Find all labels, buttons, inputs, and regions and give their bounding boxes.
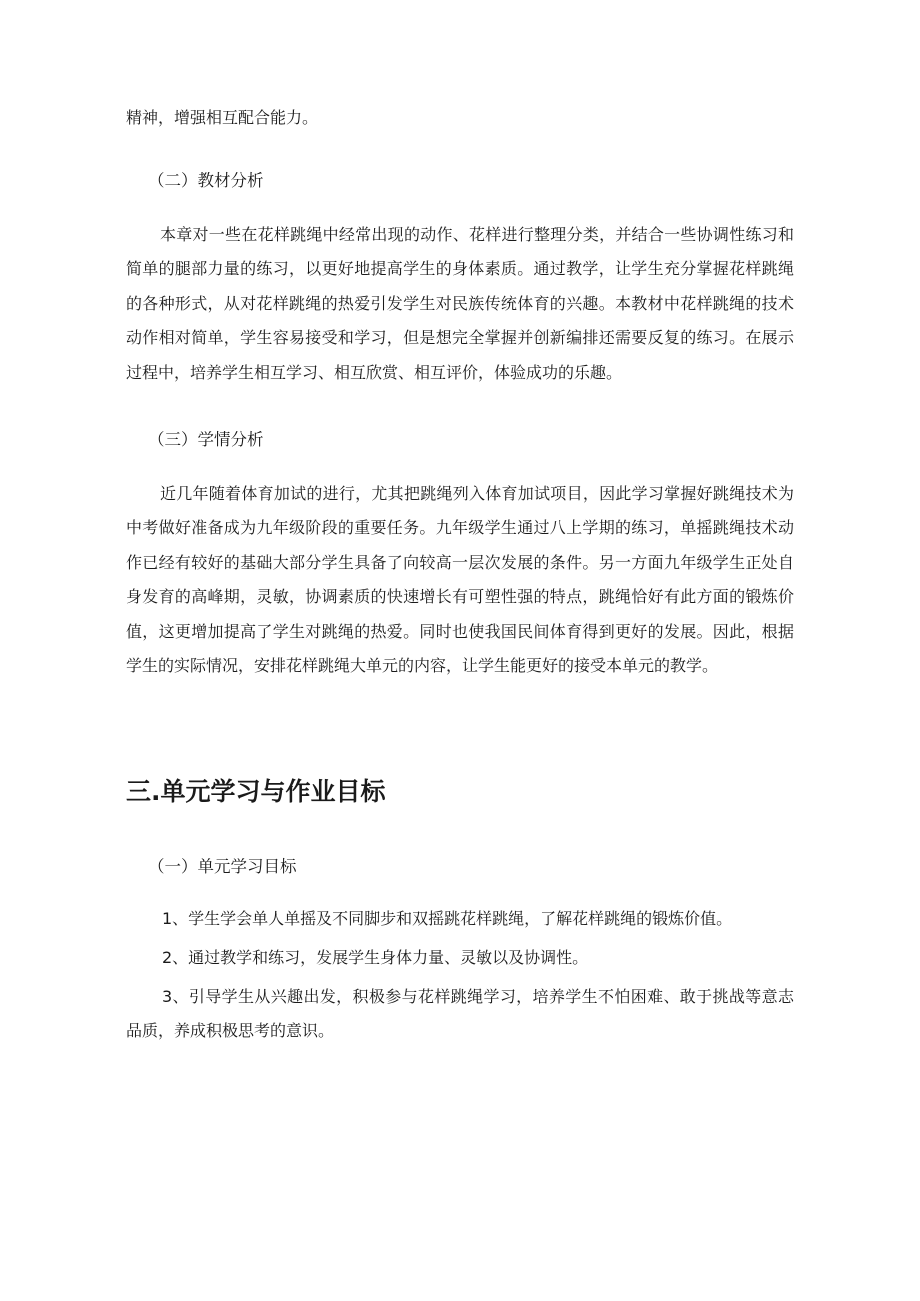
section-heading-unit-goals: （一）单元学习目标 (148, 857, 297, 876)
section-heading-textbook-analysis: （二）教材分析 (148, 171, 264, 190)
section-heading-learner-analysis: （三）学情分析 (148, 430, 264, 449)
textbook-analysis-paragraph: 本章对一些在花样跳绳中经常出现的动作、花样进行整理分类，并结合一些协调性练习和简单的腿部力量的练习，以更好地提高学生的身体素质。通过教学，让学生充分掌握花样跳绳的各种形式，从对花样跳绳的热爱引发学生对民族传统体育的兴趣。本教材中花样跳绳的技术动作相对简单，学生容易接受和学习，但是想完全掌握并创新编排还需要反复的练习。在展示过程中，培养学生相互学习、相互欣赏、相互评价，体验成功的乐趣。 (126, 225, 794, 382)
continuation-paragraph: 精神，增强相互配合能力。 (126, 108, 319, 127)
goal-item-1: 1、学生学会单人单摇及不同脚步和双摇跳花样跳绳，了解花样跳绳的锻炼价值。 (162, 909, 733, 928)
goal-item-2: 2、通过教学和练习，发展学生身体力量、灵敏以及协调性。 (162, 948, 589, 967)
learner-analysis-paragraph: 近几年随着体育加试的进行，尤其把跳绳列入体育加试项目，因此学习掌握好跳绳技术为中考做好准备成为九年级阶段的重要任务。九年级学生通过八上学期的练习，单摇跳绳技术动作已经有较好的基础大部分学生具备了向较高一层次发展的条件。另一方面九年级学生正处自身发育的高峰期，灵敏，协调素质的快速增长有可塑性强的特点，跳绳恰好有此方面的锻炼价值，这更增加提高了学生对跳绳的热爱。同时也使我国民间体育得到更好的发展。因此，根据学生的实际情况，安排花样跳绳大单元的内容，让学生能更好的接受本单元的教学。 (126, 484, 794, 676)
goal-item-3: 3、引导学生从兴趣出发，积极参与花样跳绳学习，培养学生不怕困难、敢于挑战等意志品质，养成积极思考的意识。 (126, 987, 794, 1040)
chapter-heading-goals: 三.单元学习与作业目标 (126, 777, 386, 806)
